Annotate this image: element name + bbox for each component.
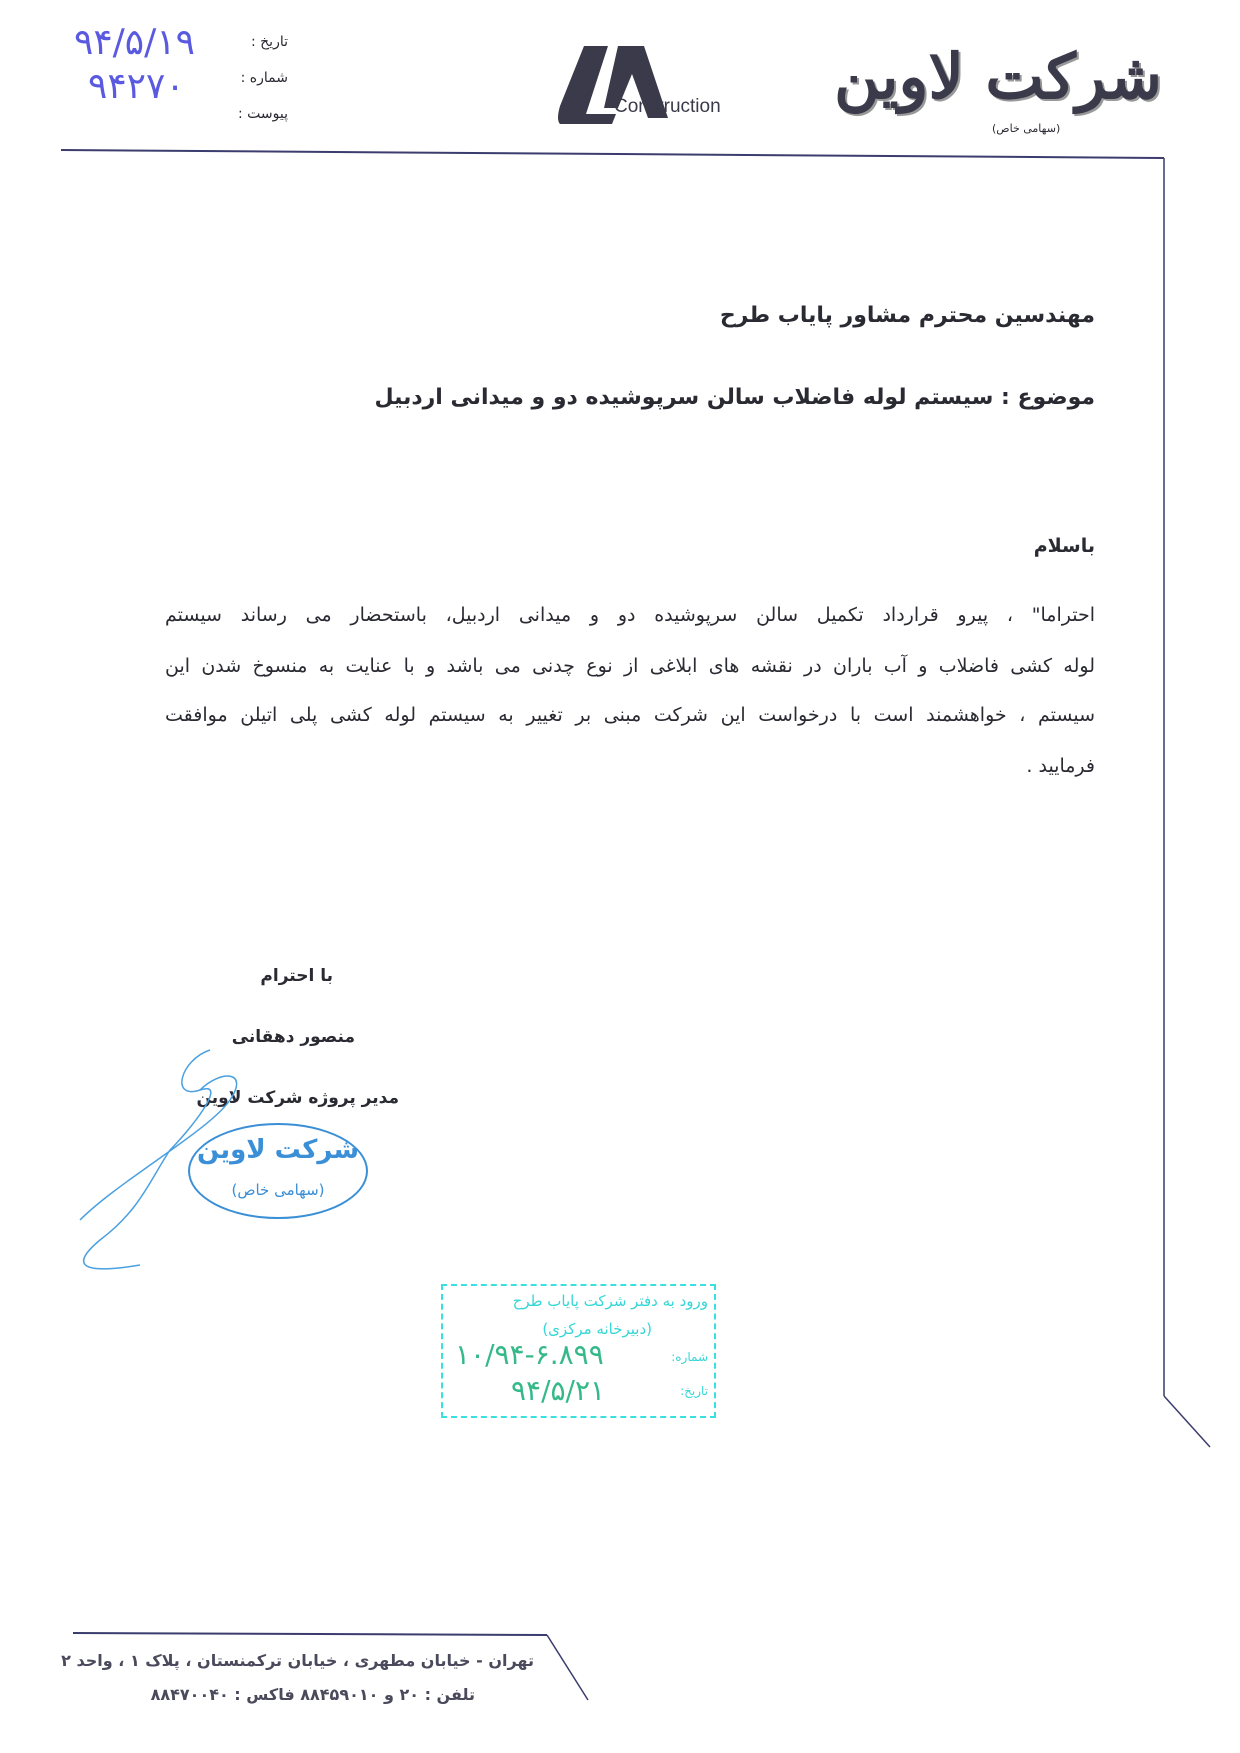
date-label: تاریخ : <box>250 34 288 50</box>
stamp-number-label: شماره: <box>671 1350 708 1364</box>
closing: با احترام <box>260 966 333 986</box>
addressee: مهندسین محترم مشاور پایاب طرح <box>719 303 1095 328</box>
handwritten-date: ۹۴/۵/۱۹ <box>74 22 195 63</box>
stamp-number-value: ۱۰/۹۴-۶.۸۹۹ <box>455 1338 604 1371</box>
stamp-title: ورود به دفتر شرکت پایاب طرح <box>512 1292 708 1310</box>
body-line: فرمایید . <box>1026 755 1095 777</box>
seal-name: شرکت لاوین <box>196 1135 360 1165</box>
company-name: شرکت لاوین <box>834 40 1162 113</box>
number-label: شماره : <box>240 70 288 86</box>
greeting: باسلام <box>1033 535 1095 557</box>
body-line: سیستم ، خواهشمند است با درخواست این شرکت مبنی بر تغییر به سیستم لوله کشی پلی اتیلن موافقت <box>165 704 1095 726</box>
company-seal <box>188 1123 368 1219</box>
stamp-subtitle: (دبیرخانه مرکزی) <box>542 1320 652 1338</box>
logo-text: Construction <box>614 96 721 117</box>
seal-subtitle: (سهامی خاص) <box>231 1181 325 1199</box>
handwritten-number: ۹۴۲۷۰ <box>88 66 185 107</box>
footer-address: تهران - خیابان مطهری ، خیابان ترکمنستان ، پلاک ۱ ، واحد ۲ <box>61 1651 534 1670</box>
subject: موضوع : سیستم لوله فاضلاب سالن سرپوشیده دو و میدانی اردبیل <box>374 385 1095 410</box>
stamp-date-value: ۹۴/۵/۲۱ <box>511 1374 606 1407</box>
received-stamp <box>441 1284 716 1418</box>
body-line: احتراما" ، پیرو قرارداد تکمیل سالن سرپوشیده دو و میدانی اردبیل، باستحضار می رساند سیستم <box>165 604 1095 626</box>
company-subtitle: (سهامی خاص) <box>992 122 1061 135</box>
footer-phones: تلفن : ۲۰ و ۸۸۴۵۹۰۱۰ فاکس : ۸۸۴۷۰۰۴۰ <box>150 1685 475 1704</box>
signer-name: منصور دهقانی <box>231 1027 355 1047</box>
attachment-label: پیوست : <box>238 106 288 122</box>
body-line: لوله کشی فاضلاب و آب باران در نقشه های ابلاغی از نوع چدنی می باشد و با عنایت به منسوخ شدن این <box>165 655 1095 677</box>
company-logo <box>556 44 746 126</box>
signer-title: مدیر پروژه شرکت لاوین <box>196 1088 399 1108</box>
stamp-date-label: تاریخ: <box>680 1384 708 1398</box>
